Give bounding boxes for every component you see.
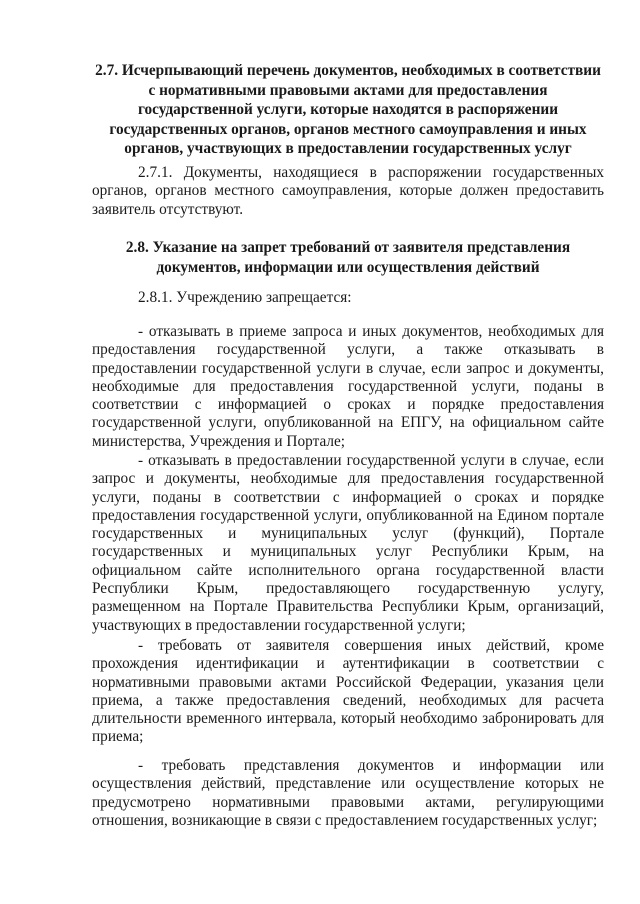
heading-line: 2.7. Исчерпывающий перечень документов, необходимых в соответствии (95, 62, 601, 79)
paragraph-line: предоставления государственной услуги, а также отказывать в (92, 341, 604, 359)
prohibition-item-4 (92, 757, 604, 830)
section-2-8-heading (92, 238, 604, 277)
paragraph-line: заявитель отсутствуют. (92, 200, 244, 218)
paragraph-line: предоставлении государственной услуги в случае, если запрос и документы, (92, 359, 604, 377)
paragraph-line: участвующих в предоставлении государственной услуги; (92, 616, 466, 634)
paragraph-2-8-1 (92, 289, 604, 307)
paragraph-line: предусмотрено нормативными правовыми актами, регулирующими (92, 793, 604, 811)
paragraph-2-7-1 (92, 164, 604, 219)
paragraph-line: соответствии с информацией о сроках и порядке предоставления (92, 396, 604, 414)
paragraph-line: государственной услуги, опубликованной на ЕПГУ, на официальном сайте (92, 414, 604, 432)
prohibition-item-1 (92, 323, 604, 451)
paragraph-line: 2.8.1. Учреждению запрещается: (138, 289, 352, 306)
paragraph-line: - требовать от заявителя совершения иных действий, кроме (138, 637, 604, 654)
prohibition-item-2 (92, 452, 604, 635)
paragraph-line: приема; (92, 728, 144, 746)
heading-line: с нормативными правовыми актами для предоставления (148, 81, 548, 99)
heading-line: государственных органов, органов местного самоуправления и иных (109, 120, 587, 138)
paragraph-line: государственных и муниципальных услуг Республики Крым, на (92, 543, 604, 561)
paragraph-line: - отказывать в приеме запроса и иных документов, необходимых для (138, 323, 604, 340)
prohibition-item-3 (92, 637, 604, 747)
paragraph-line: прохождения идентификации и аутентификации в соответствии с (92, 655, 604, 673)
paragraph-line: запрос и документы, необходимые для предоставления государственной (92, 470, 604, 488)
paragraph-line: Республики Крым, предоставляющего государственную услугу, (92, 580, 604, 598)
paragraph-line: длительности временного интервала, который необходимо забронировать для (92, 710, 604, 728)
paragraph-line: 2.7.1. Документы, находящиеся в распоряжении государственных (138, 164, 604, 181)
paragraph-line: необходимые для предоставления государственной услуги, поданы в (92, 377, 604, 395)
paragraph-line: осуществления действий, представление или осуществление которых не (92, 775, 604, 793)
paragraph-line: нормативными правовыми актами Российской Федерации, указания цели (92, 673, 604, 691)
paragraph-line: министерства, Учреждения и Портале; (92, 432, 346, 450)
paragraph-line: услуги, поданы в соответствии с информацией о сроках и порядке (92, 488, 604, 506)
paragraph-line: приема, а также предоставления сведений, необходимых для расчета (92, 691, 604, 709)
paragraph-line: предоставления государственной услуги, опубликованной на Едином портале (92, 506, 604, 524)
paragraph-line: органов, органов местного самоуправления, которые должен предоставить (92, 182, 604, 200)
section-2-7-heading (92, 61, 604, 159)
paragraph-line: официальном сайте исполнительного органа государственной власти (92, 561, 604, 579)
paragraph-line: размещенном на Портале Правительства Республики Крым, организаций, (92, 598, 604, 616)
heading-line: органов, участвующих в предоставлении государственных услуг (124, 140, 572, 157)
heading-line: документов, информации или осуществления действий (156, 258, 540, 276)
paragraph-line: государственных и муниципальных услуг (функций), Портале (92, 525, 604, 543)
heading-line: государственной услуги, которые находятся в распоряжении (137, 101, 559, 118)
paragraph-line: отношения, возникающие в связи с предоставлением государственных услуг; (92, 811, 598, 829)
heading-line: 2.8. Указание на запрет требований от заявителя представления (125, 239, 571, 256)
paragraph-line: - требовать представления документов и информации или (138, 757, 604, 774)
paragraph-line: - отказывать в предоставлении государственной услуги в случае, если (138, 452, 604, 469)
